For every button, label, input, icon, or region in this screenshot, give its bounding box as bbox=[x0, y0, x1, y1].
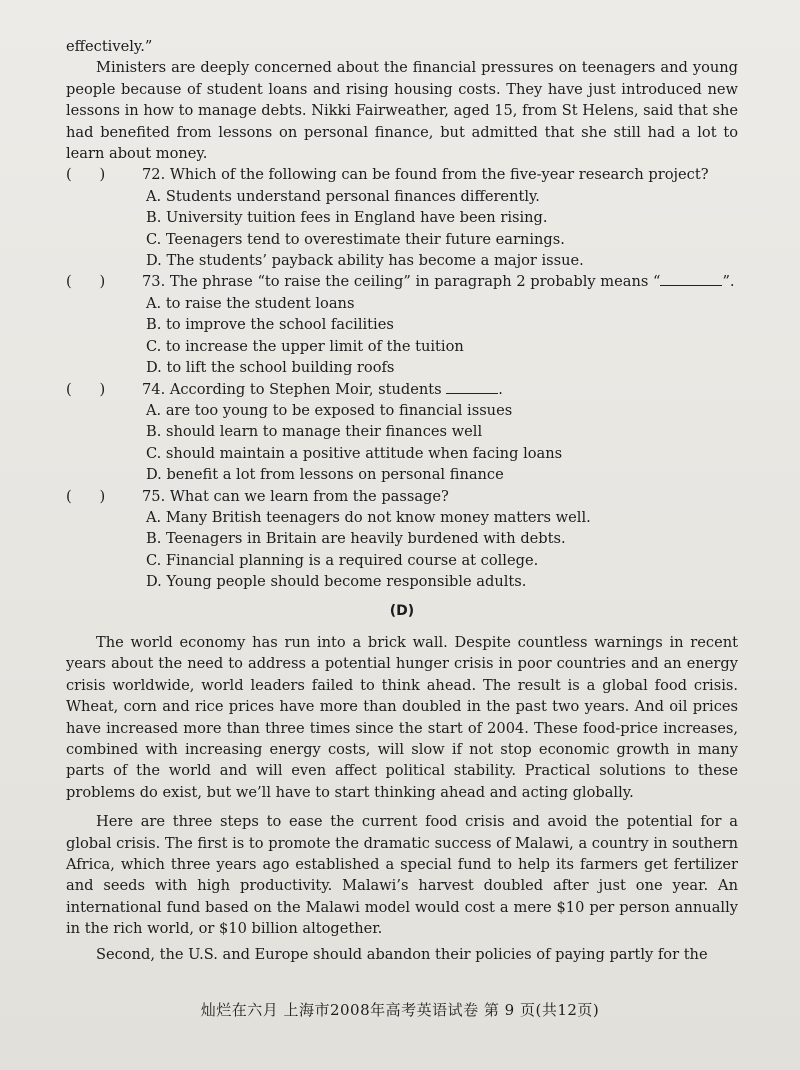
page-footer: 灿烂在六月 上海市2008年高考英语试卷 第 9 页(共12页) bbox=[200, 1001, 600, 1019]
option-a: A. to raise the student loans bbox=[146, 294, 355, 312]
option-c: C. should maintain a positive attitude when facing loans bbox=[146, 444, 563, 462]
question-stem: 73. The phrase “to raise the ceiling” in paragraph 2 probably means “ ”. bbox=[142, 273, 735, 291]
question-74 bbox=[66, 379, 738, 486]
option-d: D. benefit a lot from lessons on personal finance bbox=[146, 466, 504, 484]
option-b: B. to improve the school facilities bbox=[146, 316, 394, 334]
option-d: D. Young people should become responsible adults. bbox=[146, 573, 527, 591]
answer-paren[interactable]: ( ) bbox=[66, 273, 106, 291]
option-c: C. Teenagers tend to overestimate their future earnings. bbox=[146, 230, 565, 248]
option-b: B. Teenagers in Britain are heavily burdened with debts. bbox=[146, 530, 566, 548]
fill-blank[interactable] bbox=[446, 379, 498, 394]
passage-d-paragraph-1: The world economy has run into a brick wall. Despite countless warnings in recent years about the need to address a potential hunger crisis in poor countries and an energy crisis worldwide, world leaders failed to think ahead. The result is a global food crisis. Wheat, corn and rice prices have more than doubled in the past two years. And oil prices have increased more than three times since the start of 2004. These food-price increases, combined with increasing energy costs, will slow if not stop economic growth in many parts of the world and will even affect political stability. Practical solutions to these problems do exist, but we’ll have to start thinking ahead and acting globally. bbox=[66, 633, 738, 801]
question-stem: 75. What can we learn from the passage? bbox=[142, 487, 449, 505]
passage-c-continuation: effectively.” bbox=[66, 38, 153, 55]
section-d-heading: (D) bbox=[389, 602, 415, 619]
option-a: A. Many British teenagers do not know money matters well. bbox=[146, 508, 591, 526]
answer-paren[interactable]: ( ) bbox=[66, 166, 106, 184]
question-stem: 74. According to Stephen Moir, students . bbox=[142, 380, 503, 398]
option-d: D. The students’ payback ability has become a major issue. bbox=[146, 252, 584, 270]
question-73 bbox=[66, 271, 738, 378]
option-c: C. Financial planning is a required course at college. bbox=[146, 551, 539, 569]
option-b: B. University tuition fees in England have been rising. bbox=[146, 209, 548, 227]
passage-c-paragraph: Ministers are deeply concerned about the financial pressures on teenagers and young people because of student loans and rising housing costs. They have just introduced new lessons in how to manage debts. Nikki Fairweather, aged 15, from St Helens, said that she had benefited from lessons on personal finance, but admitted that she still had a lot to learn about money. bbox=[66, 59, 738, 163]
option-d: D. to lift the school building roofs bbox=[146, 359, 395, 377]
question-75 bbox=[66, 486, 738, 593]
answer-paren[interactable]: ( ) bbox=[66, 380, 106, 398]
option-b: B. should learn to manage their finances well bbox=[146, 423, 483, 441]
passage-d-paragraph-3: Second, the U.S. and Europe should abandon their policies of paying partly for the bbox=[96, 945, 708, 963]
option-a: A. are too young to be exposed to financial issues bbox=[146, 401, 513, 419]
question-stem: 72. Which of the following can be found from the five-year research project? bbox=[142, 166, 709, 184]
answer-paren[interactable]: ( ) bbox=[66, 487, 106, 505]
passage-d-paragraph-2: Here are three steps to ease the current food crisis and avoid the potential for a global crisis. The first is to promote the dramatic success of Malawi, a country in southern Africa, which three years ago established a special fund to help its farmers get fertilizer and seeds with high productivity. Malawi’s harvest doubled after just one year. An international fund based on the Malawi model would cost a mere $10 per person annually in the rich world, or $10 billion altogether. bbox=[66, 813, 738, 938]
option-c: C. to increase the upper limit of the tuition bbox=[146, 337, 464, 355]
question-72 bbox=[66, 164, 738, 271]
option-a: A. Students understand personal finances differently. bbox=[146, 187, 540, 205]
fill-blank[interactable] bbox=[660, 271, 722, 286]
